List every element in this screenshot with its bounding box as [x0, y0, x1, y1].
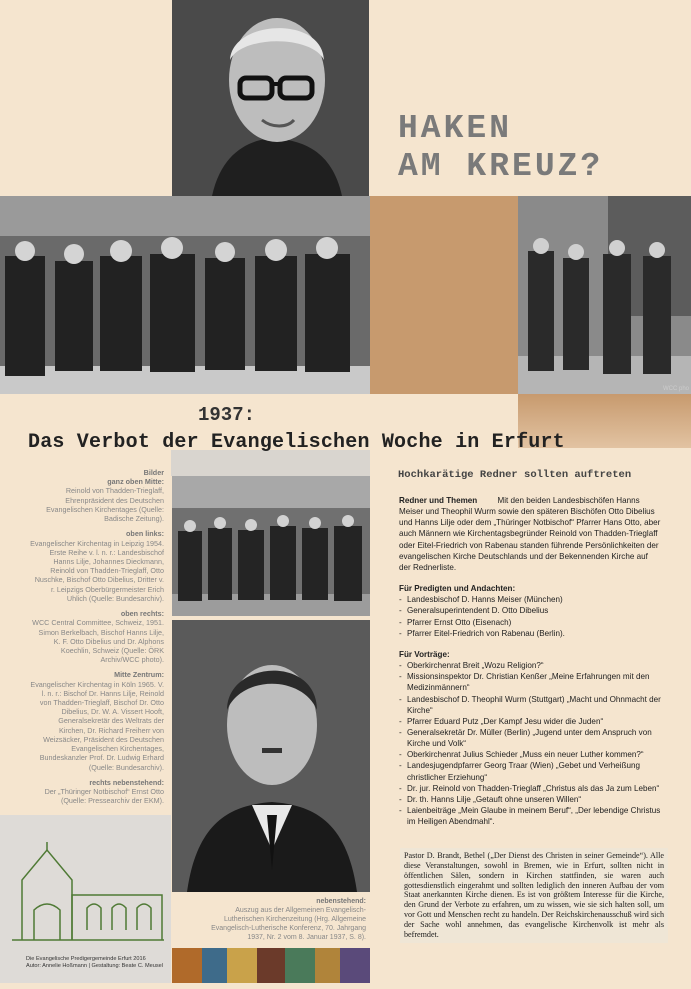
caption-text: WCC Central Committee, Schweiz, 1951. Simon Berkelbach, Bischof Hanns Lilje, K. F. Otto Dibelius und Dr. Alphons Koechlin, Schweiz (Quelle: ÖRK Archiv/WCC photo).	[32, 618, 164, 665]
list-item: - Pfarrer Eduard Putz „Der Kampf Jesu wider die Juden“	[399, 716, 661, 727]
title-year: 1937:	[198, 404, 256, 426]
caption-block	[30, 529, 164, 603]
caption-block	[30, 609, 164, 664]
list-item: - Missionsinspektor Dr. Christian Kenßer „Meine Erfahrungen mit den Medizinmännern“	[399, 671, 661, 693]
caption-text: Reinold von Thadden-Trieglaff, Ehrenpräsident des Deutschen Evangelischen Kirchentages (Quelle: Badische Zeitung).	[46, 486, 164, 524]
sermons-list	[399, 594, 661, 639]
intro-text: Mit den beiden Landesbischöfen Hanns Meiser und Theophil Wurm sowie den späteren Bischöfen Otto Dibelius und Hanns Lilje oder dem „Thüringer Notbischof“ Pfarrer Hans Otto, aber auch Männern wie Kirchentagsbegründer Reinold von Thadden-Trieglaff oder Eitel-Friedrich von Rabenau standen führende Persönlichkeiten der evangelischen Kirche Deutschlands und der Bekennenden Kirche auf der Rednerliste.	[399, 496, 661, 572]
footer-credits	[26, 956, 163, 970]
caption-title: oben links:	[126, 529, 164, 539]
newspaper-clipping: Pastor D. Brandt, Bethel („Der Dienst des Christen in seiner Gemeinde“). Alle diese Veranstaltungen, sowohl in Bremen, wie in Erfurt, sollten nicht in öffentlichen Sälen, sondern in Kirchen stattfinden, sie waren auch gottesdienstlich eingerahmt und sollten lediglich den inneren Aufbau der vom Staat anerkannten Kirche dienen. Es ist von größtem Interesse für die Kirche, den Grund der Verbote zu erfahren, um zu wissen, wie sie sich halten soll, um vor Gott und Menschen recht zu handeln. Der Reichskirchenausschuß wird sich der Sache wohl annehmen, das evangelische Kirchenvolk ist mehr als befremdet.	[400, 848, 668, 943]
headline	[398, 110, 603, 186]
speakers-section	[399, 495, 661, 827]
lectures-list	[399, 660, 661, 827]
list-item: - Landesjugendpfarrer Georg Traar (Wien) „Gebet und Verheißung christlicher Erziehung“	[399, 760, 661, 782]
lectures-heading: Für Vorträge:	[399, 649, 450, 659]
list-item: - Dr. th. Hanns Lilje „Getauft ohne unseren Willen“	[399, 794, 661, 805]
caption-title: Mitte Zentrum:	[114, 670, 164, 680]
accent-block-top-right	[370, 196, 518, 394]
photo-wcc-central-committee	[518, 196, 691, 394]
list-item: - Generalsekretär Dr. Müller (Berlin) „Jugend unter dem Anspruch von Kirche und Volk“	[399, 727, 661, 749]
list-item: - Oberkirchenrat Julius Schieder „Muss ein neuer Luther kommen?“	[399, 749, 661, 760]
photo-portrait-ernst-otto	[172, 620, 370, 892]
sermons-heading: Für Predigten und Andachten:	[399, 584, 516, 594]
caption-title: nebenstehend:	[316, 898, 366, 905]
image-captions	[30, 468, 164, 805]
list-item: - Landesbischof D. Theophil Wurm (Stuttgart) „Macht und Ohnmacht der Kirche“	[399, 694, 661, 716]
caption-title: rechts nebenstehend:	[89, 777, 164, 787]
photo-credit: WCC pho	[662, 386, 689, 392]
list-item: - Oberkirchenrat Breit „Wozu Religion?“	[399, 660, 661, 671]
headline-line2: AM KREUZ?	[398, 148, 604, 185]
caption-text: Evangelischer Kirchentag in Leipzig 1954. Erste Reihe v. l. n. r.: Landesbischof Hanns Lilje, Johannes Dieckmann, Reinold von Thadden-Trieglaff, Otto Nuschke, Bischof Otto Dibelius, Dritter v. r. Leipzigs Oberbürgermeister Erich Uhlich (Quelle: Bundesarchiv).	[30, 538, 164, 603]
footer-line2: Autor: Annelie Hoßmann | Gestaltung: Beate C. Meusel	[26, 963, 164, 969]
headline-line1: HAKEN	[398, 110, 513, 147]
intro-heading: Redner und Themen	[399, 496, 478, 505]
caption-text: Auszug aus der Allgemeinen Evangelisch-Lutherischen Kirchenzeitung (Hrg. Allgemeine Evangelisch-Lutherische Konferenz, 70. Jahrgang 1937, Nr. 2 vom 8. Januar 1937, S. 8).	[211, 906, 366, 941]
caption-title: oben rechts:	[120, 609, 164, 619]
subheading: Hochkarätige Redner sollten auftreten	[398, 469, 632, 481]
intro-paragraph	[399, 495, 661, 573]
list-item: - Generalsuperintendent D. Otto Dibelius	[399, 605, 661, 616]
photo-kirchentag-leipzig	[0, 196, 370, 394]
newspaper-caption	[200, 898, 366, 943]
stained-glass-image	[172, 948, 370, 983]
photo-kirchentag-koeln	[172, 476, 370, 616]
list-item: - Landesbischof D. Hanns Meiser (München)	[399, 594, 661, 605]
church-drawing	[2, 840, 167, 945]
caption-text: Der „Thüringer Notbischof“ Ernst Otto (Quelle: Pressearchiv der EKM).	[44, 787, 164, 806]
list-item: - Pfarrer Eitel-Friedrich von Rabenau (Berlin).	[399, 628, 661, 639]
caption-block	[30, 670, 164, 771]
caption-heading: Bilder	[143, 468, 164, 477]
footer-line1: Die Evangelische Predigergemeinde Erfurt 2016	[26, 956, 146, 962]
caption-text: Evangelischer Kirchentag in Köln 1965. V. l. n. r.: Bischof Dr. Hanns Lilje, Reinold von Thadden-Trieglaff, Bischof Dr. Otto Dibelius, Dr. W. A. Vissert Hooft, Generalsekretär des Weltrats der Kirchen, Dr. Richard Freiherr von Weizsäcker, Präsident des Deutschen Evangelischen Kirchentages, Bundeskanzler Prof. Dr. Ludwig Erhard (Quelle: Bundesarchiv).	[30, 679, 164, 772]
list-item: - Dr. jur. Reinold von Thadden-Trieglaff „Christus als das Ja zum Leben“	[399, 783, 661, 794]
caption-title: ganz oben Mitte:	[107, 477, 164, 487]
list-item: - Laienbeiträge „Mein Glaube in meinem Beruf“, „Der lebendige Christus im Heiligen Abendmahl“.	[399, 805, 661, 827]
caption-block	[30, 778, 164, 806]
photo-portrait-top	[172, 0, 369, 196]
caption-block	[30, 477, 164, 523]
list-item: - Pfarrer Ernst Otto (Eisenach)	[399, 617, 661, 628]
page-title: Das Verbot der Evangelischen Woche in Erfurt	[28, 431, 565, 454]
